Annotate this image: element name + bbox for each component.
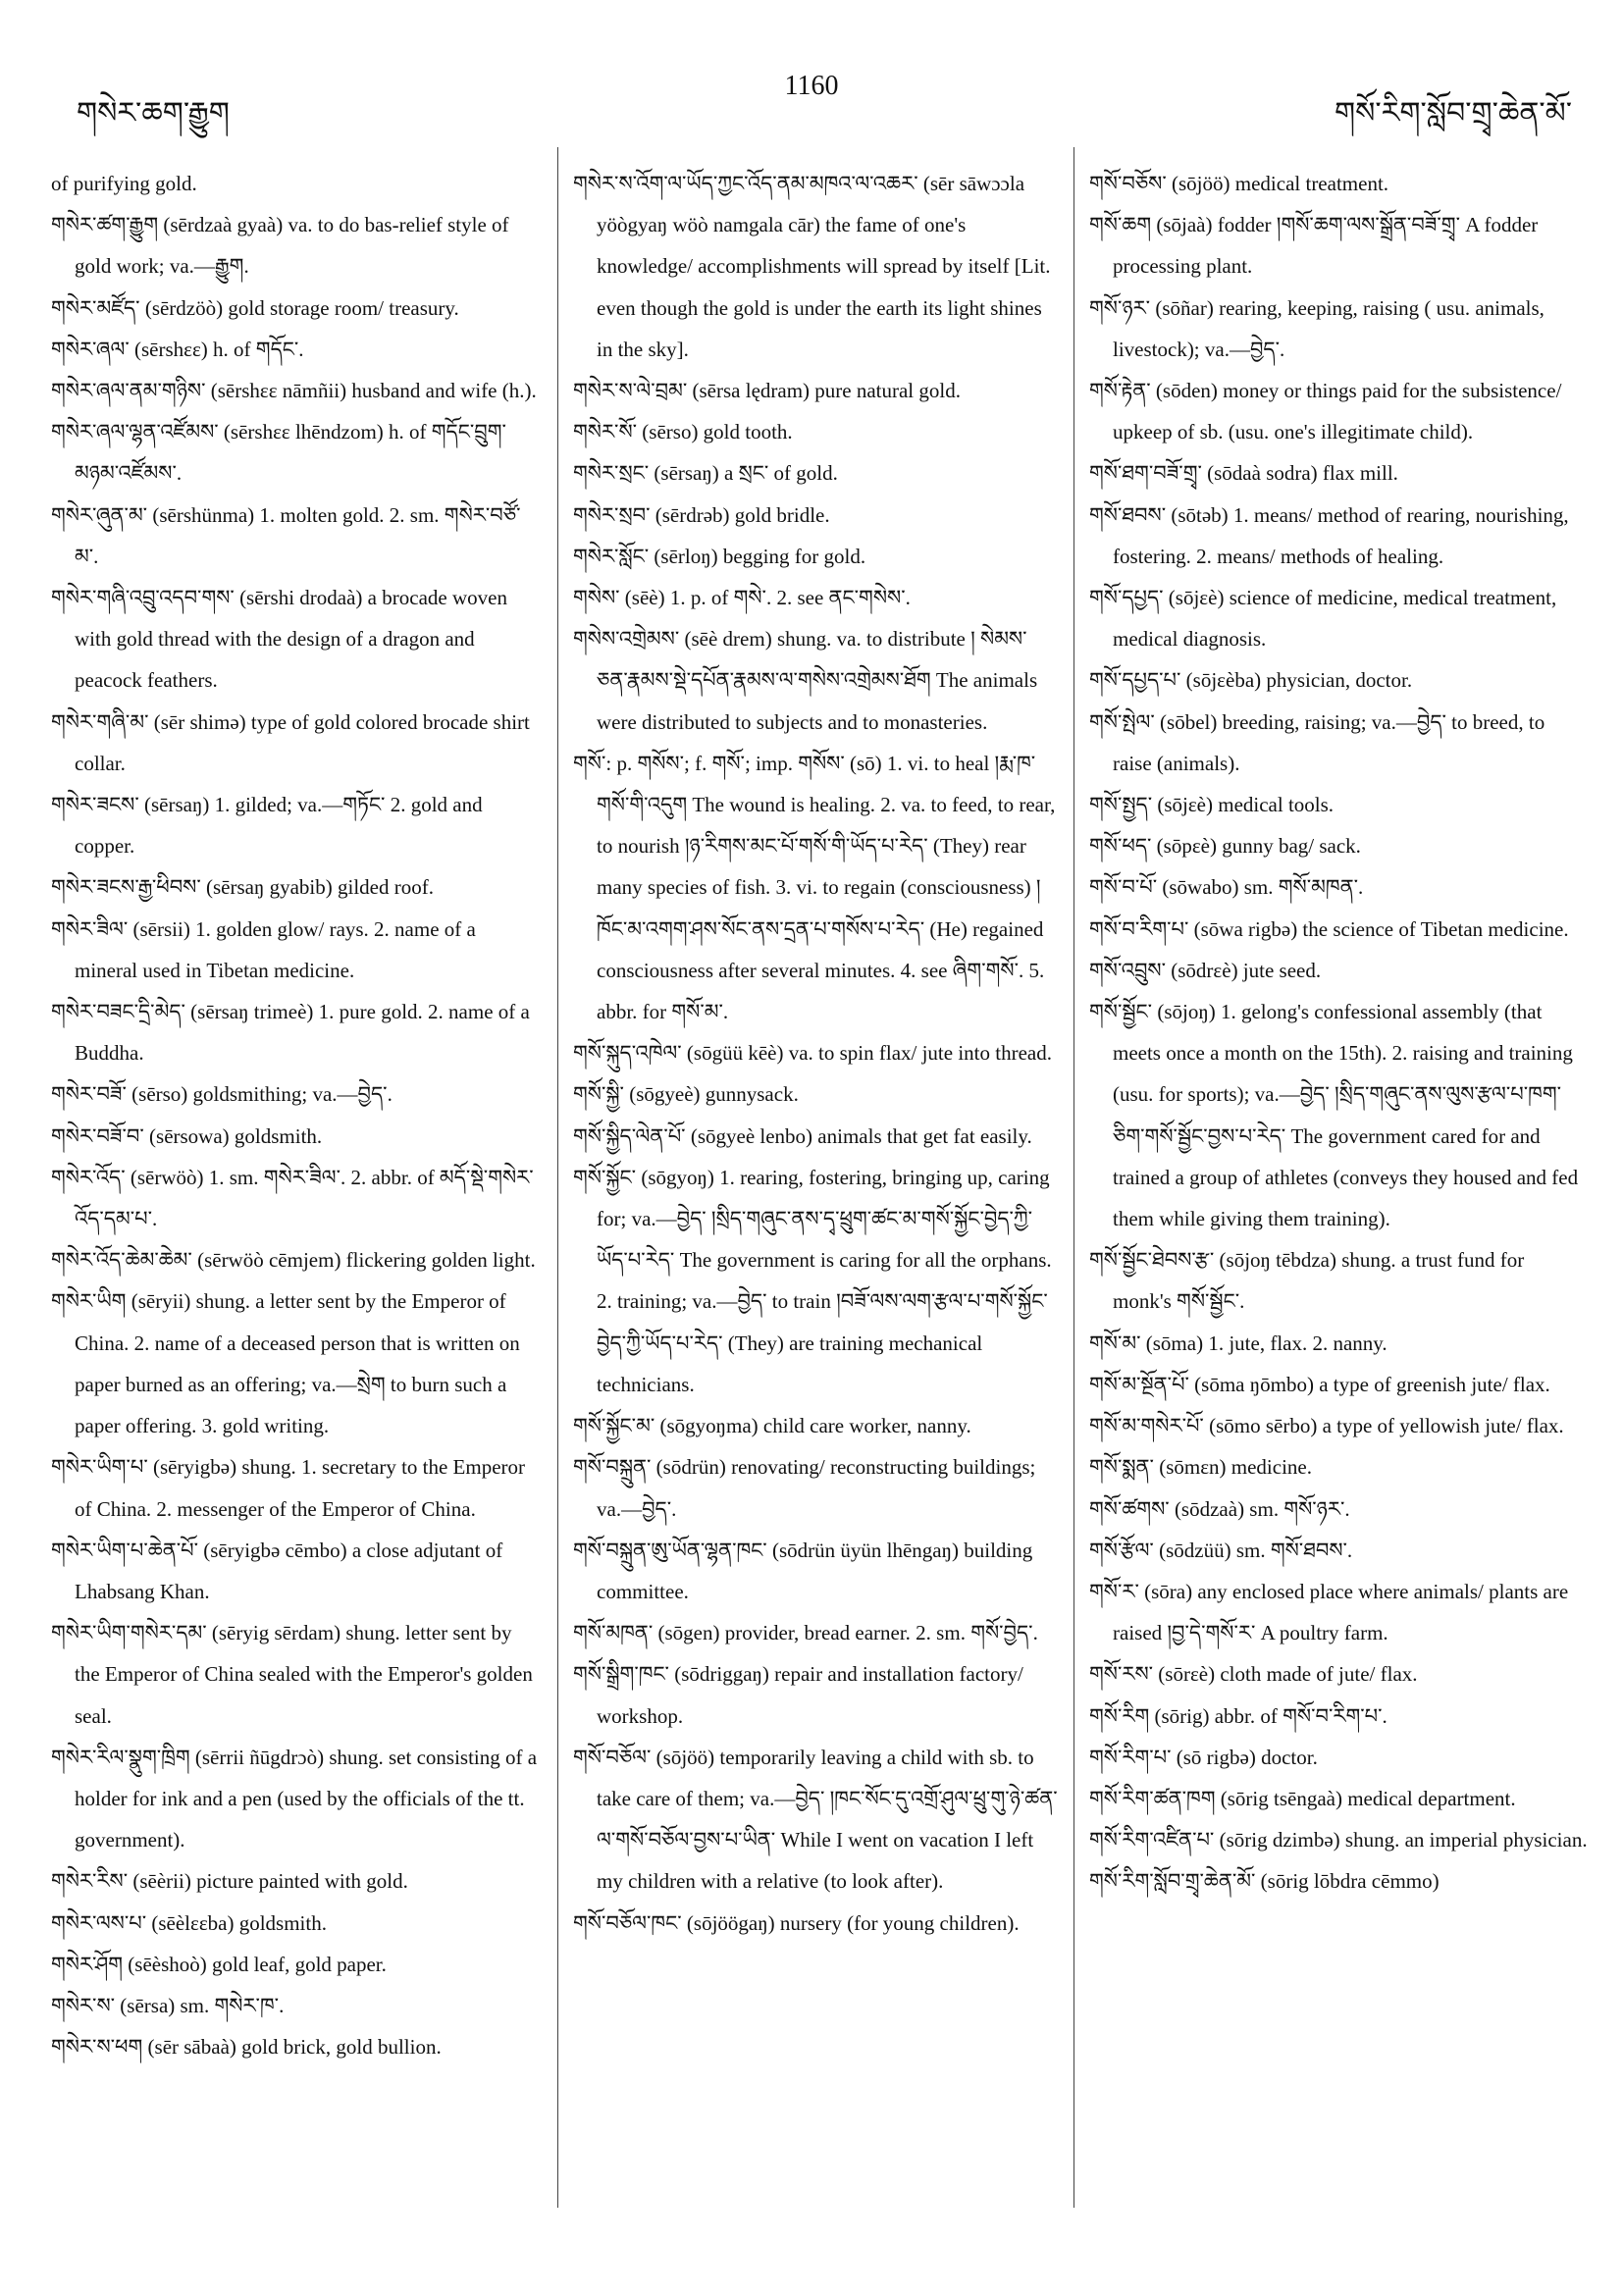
dictionary-entry: གསོ་ཆག (sōjaà) fodder །གསོ་ཆག་ལས་སྒྲོན་བཟོ་གྲྭ་ A fodder processing plant. — [1089, 213, 1539, 279]
dictionary-entry: གསོ་ཐག་བཟོ་གྲྭ་ (sōdaà sodra) flax mill. — [1089, 461, 1398, 486]
dictionary-entry: གསོ་སྤེལ་ (sōbel) breeding, raising; va.—བྱེད་ to breed, to raise (animals). — [1089, 709, 1545, 775]
dictionary-entry: གསོ་བསྐྲུན་ཨུ་ཡོན་ལྷན་ཁང་ (sōdrün üyün lhēngaŋ) building committee. — [573, 1538, 1033, 1603]
dictionary-entry: གསོ་རྩོལ་ (sōdzüü) sm. གསོ་ཐབས་. — [1089, 1538, 1353, 1562]
page-header — [0, 0, 1623, 147]
dictionary-entry: གསོ་: p. གསོས་; f. གསོ་; imp. གསོས་ (sō) 1. vi. to heal །རྨ་ཁ་གསོ་གི་འདུག The wound is healing. 2. va. to feed, to rear, to nourish །ཉ་རིགས་མང་པོ་གསོ་གི་ཡོད་པ་རེད་ (They) rear many species of fish. 3. vi. to regain (consciousness) །ཁོང་མ་འགག་ཤས་སོང་ནས་དྲན་པ་གསོས་པ་རེད་ (He) regained consciousness after several minutes. 4. see ཞིག་གསོ་. 5. abbr. for གསོ་མ་. — [573, 751, 1056, 1024]
dictionary-entry: གསེར་ཟངས་རྒྱ་ཕིབས་ (sērsaŋ gyabib) gilded roof. — [51, 875, 434, 900]
dictionary-entry: གསེར་ཡིག་པ་ (sēryigbə) shung. 1. secretary to the Emperor of China. 2. messenger of the Emperor of China. — [51, 1455, 526, 1521]
column-divider — [557, 147, 558, 2208]
dictionary-entry: གསེར་སོ་ (sērso) gold tooth. — [573, 420, 793, 444]
dictionary-entry: གསོ་རིག་པ་ (sō rigbə) doctor. — [1089, 1745, 1318, 1769]
dictionary-entry: གསོ་རྟེན་ (sōden) money or things paid for the subsistence/ upkeep of sb. (usu. one's illegitimate child). — [1089, 379, 1562, 444]
dictionary-entry: of purifying gold. — [51, 172, 197, 195]
dictionary-entry: གསེར་ལས་པ་ (sēèlεεba) goldsmith. — [51, 1910, 327, 1935]
dictionary-entry: གསོ་རིག་ཚན་ཁག (sōrig tsēngaà) medical department. — [1089, 1786, 1516, 1810]
dictionary-entry: གསོ་ཕད་ (sōpεè) gunny bag/ sack. — [1089, 834, 1361, 859]
dictionary-entry: གསོ་མ་སྔོན་པོ་ (sōma ŋōmbo) a type of greenish jute/ flax. — [1089, 1372, 1550, 1396]
dictionary-entry: གསེར་གཞི་མ་ (sēr shimə) type of gold colored brocade shirt collar. — [51, 709, 530, 775]
dictionary-entry: གསེར་གཞི་འབྲུ་འདབ་གས་ (sērshi drodaà) a brocade woven with gold thread with the design of a dragon and peacock feathers. — [51, 586, 507, 693]
dictionary-entry: གསེར་ཡིག་པ་ཆེན་པོ་ (sēryigbə cēmbo) a close adjutant of Lhabsang Khan. — [51, 1538, 503, 1603]
dictionary-entry: གསེས་ (sēè) 1. p. of གསེ་. 2. see ནང་གསེས་. — [573, 586, 911, 610]
dictionary-entry: གསོ་སྐྱོང་མ་ (sōgyoŋma) child care worker, nanny. — [573, 1414, 971, 1438]
dictionary-entry: གསེར་བཟོ་ (sērso) goldsmithing; va.—བྱེད་. — [51, 1082, 393, 1107]
dictionary-entry: གསེར་ས་ལེ་བྲམ་ (sērsa lędram) pure natural gold. — [573, 379, 961, 403]
dictionary-entry: གསེར་ཡིག (sēryii) shung. a letter sent by the Emperor of China. 2. name of a deceased person that is written on paper burned as an offering; va.—སྲེག to burn such a paper offering. 3. gold writing. — [51, 1289, 520, 1438]
dictionary-entry: གསེར་ཚག་རྒྱུག (sērdzaà gyaà) va. to do bas-relief style of gold work; va.—རྒྱུག. — [51, 213, 509, 279]
dictionary-entry: གསེར་ས་ཕག (sēr sābaà) gold brick, gold bullion. — [51, 2035, 442, 2060]
dictionary-entry: གསོ་སྐུད་འཁེལ་ (sōgüü kēè) va. to spin flax/ jute into thread. — [573, 1041, 1052, 1066]
dictionary-entry: གསེར་བཟོ་བ་ (sērsowa) goldsmith. — [51, 1123, 323, 1148]
dictionary-entry: གསེར་ཞལ་ནམ་གཉིས་ (sērshεε nāmñii) husband and wife (h.). — [51, 379, 537, 403]
dictionary-entry: གསོ་བསྐྲུན་ (sōdrün) renovating/ reconstructing buildings; va.—བྱེད་. — [573, 1455, 1036, 1521]
dictionary-entry: གསོ་སྨན་ (sōmεn) medicine. — [1089, 1455, 1312, 1480]
dictionary-entry: གསེར་ས་ (sērsa) sm. གསེར་ཁ་. — [51, 1993, 285, 2017]
dictionary-entry: གསོ་ཚགས་ (sōdzaà) sm. གསོ་ཉར་. — [1089, 1496, 1350, 1521]
dictionary-entry: གསེར་ཞལ་ལྷན་འཛོམས་ (sērshεε lhēndzom) h. of གདོང་བྲུག་མཉམ་འཛོམས་. — [51, 420, 506, 486]
dictionary-entry: གསོ་སྦྱོང་ཐེབས་རྩ་ (sōjoŋ tēbdza) shung. a trust fund for monk's གསོ་སྦྱོང་. — [1089, 1248, 1525, 1314]
dictionary-entry: གསེར་ཡིག་གསེར་དམ་ (sēryig sērdam) shung. letter sent by the Emperor of China sealed with the Emperor's golden seal. — [51, 1621, 533, 1728]
dictionary-entry: གསོ་བཅོལ་ཁང་ (sōjöögaŋ) nursery (for young children). — [573, 1910, 1020, 1935]
dictionary-entry: གསེར་ཤོག (sēèshoò) gold leaf, gold paper. — [51, 1952, 387, 1976]
running-head-right: གསོ་རིག་སློབ་གྲྭ་ཆེན་མོ་ — [1334, 97, 1572, 130]
dictionary-entry: གསོ་མཁན་ (sōgen) provider, bread earner. 2. sm. གསོ་བྱེད་. — [573, 1621, 1038, 1645]
dictionary-entry: གསེར་ཟངས་ (sērsaŋ) 1. gilded; va.—གཏོང་ 2. gold and copper. — [51, 793, 483, 859]
dictionary-entry: གསོ་རིག་སློབ་གྲྭ་ཆེན་མོ་ (sōrig lōbdra cēmmo) — [1089, 1869, 1440, 1894]
dictionary-entry: གསོ་རས་ (sōrεè) cloth made of jute/ flax. — [1089, 1662, 1418, 1687]
column-divider — [1073, 147, 1074, 2208]
dictionary-entry: གསོ་དཔྱད་པ་ (sōjεèba) physician, doctor. — [1089, 668, 1413, 693]
page-number: 1160 — [784, 71, 839, 101]
dictionary-entry: གསེར་ཞུན་མ་ (sērshünma) 1. molten gold. 2. sm. གསེར་བཙོ་མ་. — [51, 502, 521, 568]
dictionary-entry: གསོ་སྤྱད་ (sōjεè) medical tools. — [1089, 793, 1335, 817]
dictionary-entry: གསོ་ཐབས་ (sōtəb) 1. means/ method of rearing, nourishing, fostering. 2. means/ methods of healing. — [1089, 502, 1569, 568]
dictionary-entry: གསོ་ར་ (sōra) any enclosed place where animals/ plants are raised །བྱ་དེ་གསོ་ར་ A poultry farm. — [1089, 1579, 1569, 1645]
dictionary-entry: གསོ་མ་ (sōma) 1. jute, flax. 2. nanny. — [1089, 1331, 1387, 1355]
dictionary-entry: གསེས་འགྲེམས་ (sēè drem) shung. va. to distribute ། སེམས་ཅན་རྣམས་སྡེ་དཔོན་རྣམས་ལ་གསེས་འགྲེམས་ཐོག The animals were distributed to subjects and to monasteries. — [573, 627, 1038, 734]
dictionary-entry: གསེར་མཛོད་ (sērdzöò) gold storage room/ treasury. — [51, 295, 459, 320]
dictionary-entry: གསོ་སྐྱི་ (sōgyeè) gunnysack. — [573, 1082, 799, 1107]
dictionary-entry: གསེར་བཟང་དྲི་མེད་ (sērsaŋ trimeè) 1. pure gold. 2. name of a Buddha. — [51, 1000, 530, 1066]
dictionary-entry: གསོ་རིག་འཛིན་པ་ (sōrig dzimbə) shung. an imperial physician. — [1089, 1828, 1588, 1852]
dictionary-entry: གསོ་བ་པོ་ (sōwabo) sm. གསོ་མཁན་. — [1089, 875, 1364, 900]
dictionary-entry: གསོ་སྐྱིད་ལེན་པོ་ (sōgyeè lenbo) animals that get fat easily. — [573, 1123, 1032, 1148]
dictionary-entry: གསོ་དཔྱད་ (sōjεè) science of medicine, medical treatment, medical diagnosis. — [1089, 586, 1557, 652]
dictionary-entry: གསེར་ཞལ་ (sērshεε) h. of གདོང་. — [51, 337, 304, 361]
dictionary-entry: གསེར་རིལ་སྣུག་ཁྲིག (sērrii ñūgdrɔò) shung. set consisting of a holder for ink and a pen (used by the officials of the tt. government). — [51, 1745, 538, 1852]
dictionary-entry: གསོ་བཅོས་ (sōjöö) medical treatment. — [1089, 172, 1389, 195]
dictionary-entry: གསོ་སྦྱོང་ (sōjoŋ) 1. gelong's confessional assembly (that meets once a month on the 15th). 2. raising and training (usu. for sports); va.—བྱེད་ །སྲིད་གཞུང་ནས་ལུས་རྩལ་པ་ཁག་ཅིག་གསོ་སྦྱོང་བྱས་པ་རེད་ The government cared for and trained a group of athletes (conveys they housed and fed them while giving them training). — [1089, 1000, 1579, 1231]
dictionary-entry: གསེར་སློང་ (sērloŋ) begging for gold. — [573, 544, 866, 568]
dictionary-column-1 — [51, 163, 540, 2067]
dictionary-entry: གསེར་ཟིལ་ (sērsii) 1. golden glow/ rays. 2. name of a mineral used in Tibetan medicine. — [51, 916, 476, 982]
dictionary-entry: གསོ་མ་གསེར་པོ་ (sōmo sērbo) a type of yellowish jute/ flax. — [1089, 1414, 1564, 1438]
dictionary-entry: གསོ་ཉར་ (sōñar) rearing, keeping, raising ( usu. animals, livestock); va.—བྱེད་. — [1089, 295, 1544, 361]
dictionary-entry: གསེར་འོད་ (sērwöò) 1. sm. གསེར་ཟིལ་. 2. abbr. of མདོ་སྡེ་གསེར་འོད་དམ་པ་. — [51, 1165, 534, 1231]
dictionary-entry: གསེར་ས་འོག་ལ་ཡོད་ཀྱང་འོད་ནམ་མཁའ་ལ་འཆར་ (sēr sāwɔɔla yöògyaŋ wöò namgala cār) the fame of one's knowledge/ accomplishments will spread by itself [Lit. even though the gold is under the earth its light shines in the sky]. — [573, 172, 1051, 361]
dictionary-entry: གསོ་སྒྲིག་ཁང་ (sōdriggaŋ) repair and installation factory/ workshop. — [573, 1662, 1023, 1728]
dictionary-entry: གསོ་འབྲུས་ (sōdrεè) jute seed. — [1089, 958, 1322, 982]
running-head-left: གསེར་ཆག་རྒྱུག — [77, 97, 230, 130]
dictionary-entry: གསེར་སྲབ་ (sērdrəb) gold bridle. — [573, 502, 830, 527]
dictionary-entry: གསོ་རིག (sōrig) abbr. of གསོ་བ་རིག་པ་. — [1089, 1703, 1387, 1728]
dictionary-entry: གསོ་བཅོལ་ (sōjöö) temporarily leaving a child with sb. to take care of them; va.—བྱེད་ །ཁང་སོང་དུ་འགྲོ་ཤུལ་ཕྲུ་གུ་ཉེ་ཚན་ལ་གསོ་བཅོལ་བྱས་པ་ཡིན་ While I went on vacation I left my children with a relative (to look after). — [573, 1745, 1058, 1894]
dictionary-entry: གསོ་སྐྱོང་ (sōgyoŋ) 1. rearing, fostering, bringing up, caring for; va.—བྱེད་ །སྲིད་གཞུང་ནས་དྭ་ཕྲུག་ཚང་མ་གསོ་སྐྱོང་བྱེད་ཀྱི་ཡོད་པ་རེད་ The government is caring for all the orphans. 2. training; va.—བྱེད་ to train །བཟོ་ལས་ལག་རྩལ་པ་གསོ་སྐྱོང་བྱེད་ཀྱི་ཡོད་པ་རེད་ (They) are training mechanical technicians. — [573, 1165, 1052, 1396]
dictionary-column-2 — [573, 163, 1058, 1944]
dictionary-column-3 — [1089, 163, 1588, 1903]
dictionary-entry: གསོ་བ་རིག་པ་ (sōwa rigbə) the science of Tibetan medicine. — [1089, 916, 1569, 941]
dictionary-entry: གསེར་རིས་ (sēèrii) picture painted with gold. — [51, 1869, 408, 1894]
dictionary-entry: གསེར་འོད་ཆེམ་ཆེམ་ (sērwöò cēmjem) flickering golden light. — [51, 1248, 536, 1273]
dictionary-entry: གསེར་སྲང་ (sērsaŋ) a སྲང་ of gold. — [573, 461, 838, 486]
